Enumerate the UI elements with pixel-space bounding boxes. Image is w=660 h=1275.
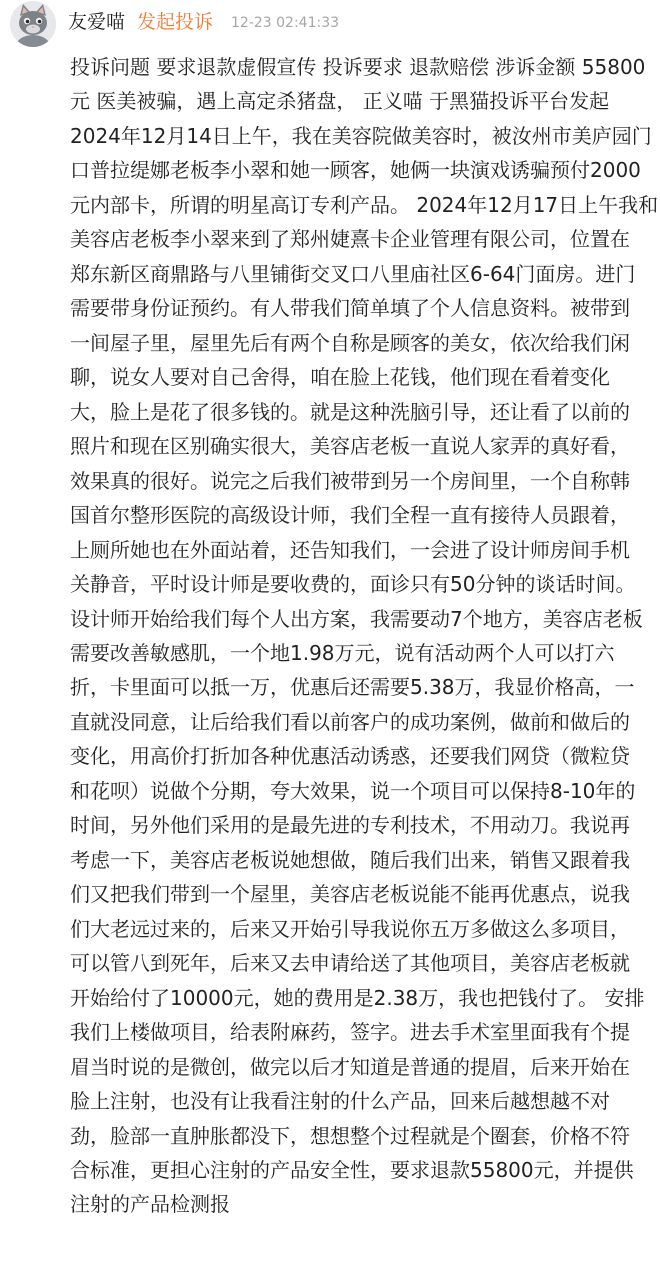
post-text-line: 和花呗）说做个分期，夸大效果，说一个项目可以保持8-10年的 <box>70 778 636 803</box>
post-text-line: 口普拉缇娜老板李小翠和她一顾客，她俩一块演戏诱骗预付2000 <box>70 158 641 183</box>
post-text-line: 们又把我们带到一个屋里，美容店老板说能不能再优惠点，说我 <box>70 882 630 907</box>
avatar[interactable] <box>10 1 56 47</box>
post-text-line: 变化，用高价打折加各种优惠活动诱惑，还要我们网贷（微粒贷 <box>70 744 630 769</box>
post-text-line: 郑东新区商鼎路与八里铺街交叉口八里庙社区6-64门面房。进门 <box>70 261 636 286</box>
post-text-line: 直就没同意，让后给我们看以前客户的成功案例，做前和做后的 <box>70 709 630 734</box>
cat-avatar-icon <box>10 1 56 47</box>
post-text-line: 需要改善敏感肌，一个地1.98万元，说有活动两个人可以打六 <box>70 640 615 665</box>
post-text-line: 注射的产品检测报 <box>70 1192 230 1217</box>
post-text-line: 合标准，更担心注射的产品安全性，要求退款55800元，并提供 <box>70 1158 634 1182</box>
post-text-line: 上厕所她也在外面站着，还告知我们，一会进了设计师房间手机 <box>70 537 630 562</box>
action-label[interactable]: 发起投诉 <box>137 11 214 33</box>
post-text-line: 美容店老板李小翠来到了郑州婕熹卡企业管理有限公司，位置在 <box>70 227 630 252</box>
post-text-line: 开始给付了10000元，她的费用是2.38万，我也把钱付了。 安排 <box>70 985 645 1010</box>
post-text-line: 效果真的很好。说完之后我们被带到另一个房间里，一个自称韩 <box>70 468 630 493</box>
post-body <box>70 50 659 1222</box>
post-text-line: 元 医美被骗，遇上高定杀猪盘， 正义喵 于黑猫投诉平台发起 <box>70 89 610 114</box>
post-text-line: 元内部卡，所谓的明星高订专利产品。 2024年12月17日上午我和 <box>70 192 659 217</box>
post-header <box>0 0 660 48</box>
post-text-line: 眉当时说的是微创，做完以后才知道是普通的提眉，后来开始在 <box>70 1054 630 1079</box>
post-text-line: 考虑一下，美容店老板说她想做，随后我们出来，销售又跟着我 <box>70 847 630 872</box>
post-timestamp: 12-23 02:41:33 <box>231 15 340 31</box>
post-text-line: 脸上注射，也没有让我看注射的什么产品，回来后越想越不对 <box>70 1089 610 1114</box>
post-text-line: 关静音，平时设计师是要收费的，面诊只有50分钟的谈话时间。 <box>70 572 636 597</box>
post-text-line: 照片和现在区别确实很大，美容店老板一直说人家弄的真好看， <box>70 434 630 459</box>
username[interactable]: 友爱喵 <box>68 11 126 33</box>
post-text-line: 可以管八到死年，后来又去申请给送了其他项目，美容店老板就 <box>70 951 630 976</box>
post-text-line: 需要带身份证预约。有人带我们简单填了个人信息资料。被带到 <box>70 296 630 321</box>
post-text-line: 折，卡里面可以抵一万，优惠后还需要5.38万，我显价格高，一 <box>70 675 635 700</box>
post-text-line: 国首尔整形医院的高级设计师，我们全程一直有接待人员跟着， <box>70 503 630 528</box>
post-text-line: 投诉问题 要求退款虚假宣传 投诉要求 退款赔偿 涉诉金额 55800 <box>70 55 646 79</box>
post-text-line: 时间，另外他们采用的是最先进的专利技术，不用动刀。我说再 <box>70 813 630 838</box>
post-text-line: 2024年12月14日上午，我在美容院做美容时，被汝州市美庐园门 <box>70 123 652 148</box>
post-text-line: 劲，脸部一直肿胀都没下，想想整个过程就是个圈套，价格不符 <box>70 1123 630 1148</box>
post-text-line: 一间屋子里，屋里先后有两个自称是顾客的美女，依次给我们闲 <box>70 330 630 355</box>
post-text-line: 们大老远过来的，后来又开始引导我说你五万多做这么多项目， <box>70 916 630 941</box>
post-text-line: 我们上楼做项目，给表附麻药，签字。进去手术室里面我有个提 <box>70 1020 630 1045</box>
post-text-line: 大，脸上是花了很多钱的。就是这种洗脑引导，还让看了以前的 <box>70 399 630 424</box>
post-text-line: 聊，说女人要对自己舍得，咱在脸上花钱，他们现在看着变化 <box>70 365 610 390</box>
post-text-line: 设计师开始给我们每个人出方案，我需要动7个地方，美容店老板 <box>70 606 643 631</box>
